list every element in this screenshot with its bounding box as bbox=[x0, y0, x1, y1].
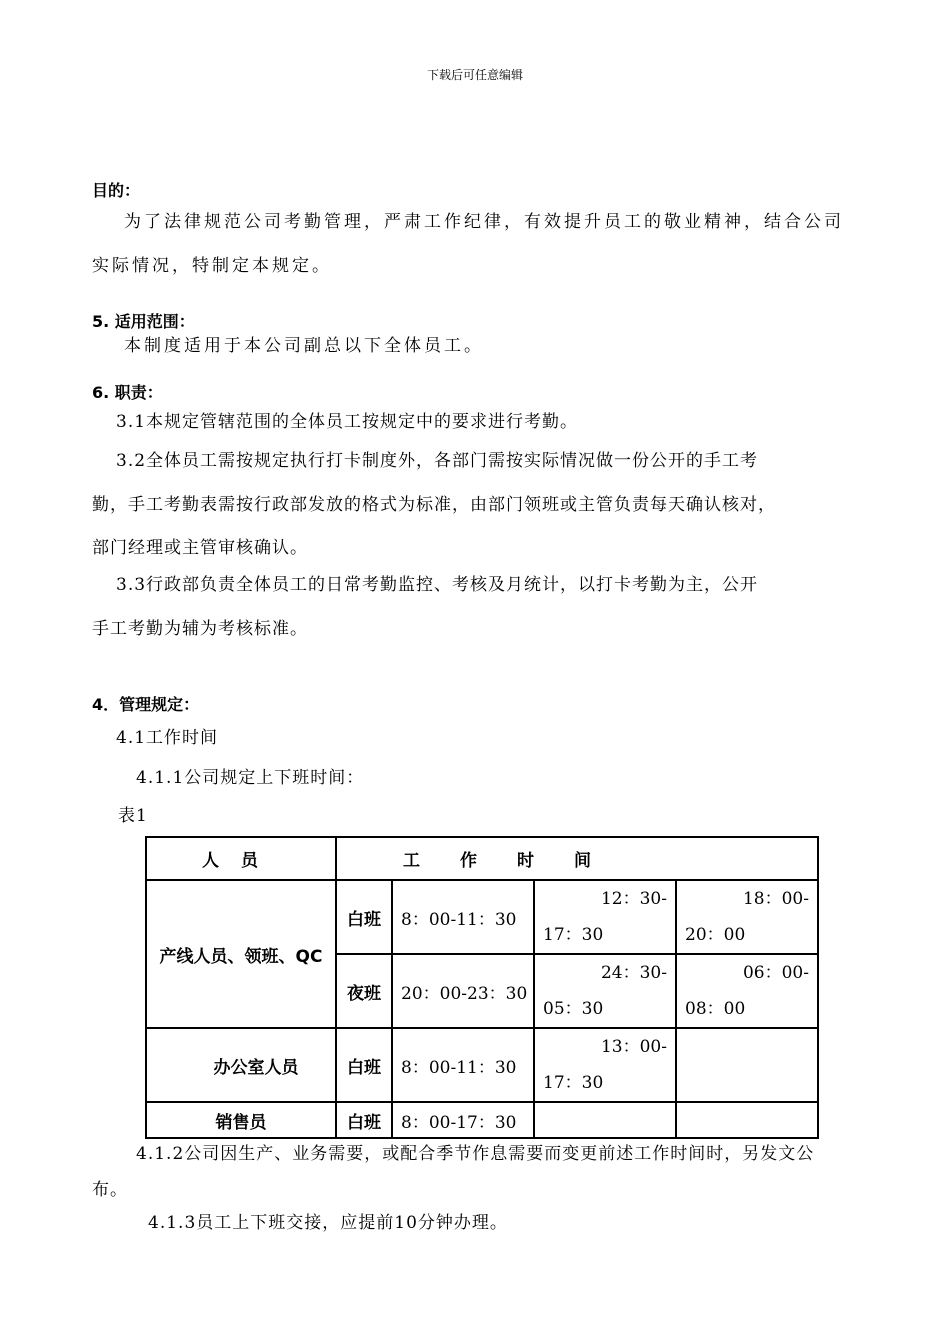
duty-item-3-line-1: 3.3行政部负责全体员工的日常考勤监控、考核及月统计，以打卡考勤为主，公开 bbox=[116, 575, 759, 595]
office-time-3-empty bbox=[676, 1028, 818, 1102]
table-row bbox=[146, 880, 818, 954]
rules-sub-4-1-2-line-1: 4.1.2公司因生产、业务需要，或配合季节作息需要而变更前述工作时间时，另发文公 bbox=[136, 1144, 815, 1164]
table-row bbox=[146, 1102, 818, 1138]
rules-sub-4-1-2-line-2: 布。 bbox=[92, 1180, 128, 1200]
rules-sub-4-1: 4.1工作时间 bbox=[116, 728, 219, 748]
duties-heading: 6. 职责： bbox=[92, 383, 163, 402]
duty-item-2-line-1: 3.2全体员工需按规定执行打卡制度外，各部门需按实际情况做一份公开的手工考 bbox=[116, 451, 759, 471]
group-sales: 销售员 bbox=[146, 1102, 336, 1138]
duty-item-3-line-2: 手工考勤为辅为考核标准。 bbox=[92, 619, 308, 639]
duty-item-2-line-2: 勤，手工考勤表需按行政部发放的格式为标准，由部门领班或主管负责每天确认核对， bbox=[92, 495, 776, 515]
rules-sub-4-1-1: 4.1.1公司规定上下班时间： bbox=[136, 768, 365, 788]
work-time-table bbox=[145, 836, 819, 1139]
table-caption: 表1 bbox=[118, 806, 148, 826]
group-production: 产线人员、领班、QC bbox=[146, 880, 336, 1028]
sales-time-1: 8：00-17：30 bbox=[392, 1102, 534, 1138]
purpose-line-1: 为了法律规范公司考勤管理，严肃工作纪律，有效提升员工的敬业精神，结合公司 bbox=[124, 212, 844, 232]
header-person: 人员 bbox=[146, 837, 336, 880]
shift-label-sales-day: 白班 bbox=[336, 1102, 392, 1138]
scope-heading: 5. 适用范围： bbox=[92, 312, 195, 331]
prod-day-time-3: 18：00- 20：00 bbox=[676, 880, 818, 954]
office-time-1: 8：00-11：30 bbox=[392, 1028, 534, 1102]
sales-time-2-empty bbox=[534, 1102, 676, 1138]
rules-sub-4-1-3: 4.1.3员工上下班交接，应提前10分钟办理。 bbox=[148, 1213, 508, 1233]
group-office: 办公室人员 bbox=[146, 1028, 336, 1102]
prod-day-time-1: 8：00-11：30 bbox=[392, 880, 534, 954]
purpose-heading: 目的： bbox=[92, 181, 141, 200]
table-row bbox=[146, 1028, 818, 1102]
header-note: 下载后可任意编辑 bbox=[426, 68, 523, 82]
prod-night-time-1: 20：00-23：30 bbox=[392, 954, 534, 1028]
header-time: 工作时间 bbox=[336, 837, 818, 880]
prod-night-time-3: 06：00- 08：00 bbox=[676, 954, 818, 1028]
table-header-row bbox=[146, 837, 818, 880]
duty-item-2-line-3: 部门经理或主管审核确认。 bbox=[92, 538, 308, 558]
shift-label-night: 夜班 bbox=[336, 954, 392, 1028]
purpose-line-2: 实际情况，特制定本规定。 bbox=[92, 256, 332, 276]
office-time-2: 13：00- 17：30 bbox=[534, 1028, 676, 1102]
shift-label-office-day: 白班 bbox=[336, 1028, 392, 1102]
prod-night-time-2: 24：30- 05：30 bbox=[534, 954, 676, 1028]
duty-item-1: 3.1本规定管辖范围的全体员工按规定中的要求进行考勤。 bbox=[116, 412, 579, 432]
rules-heading: 4．管理规定： bbox=[92, 695, 200, 714]
shift-label-day: 白班 bbox=[336, 880, 392, 954]
sales-time-3-empty bbox=[676, 1102, 818, 1138]
prod-day-time-2: 12：30- 17：30 bbox=[534, 880, 676, 954]
scope-text: 本制度适用于本公司副总以下全体员工。 bbox=[124, 336, 484, 356]
